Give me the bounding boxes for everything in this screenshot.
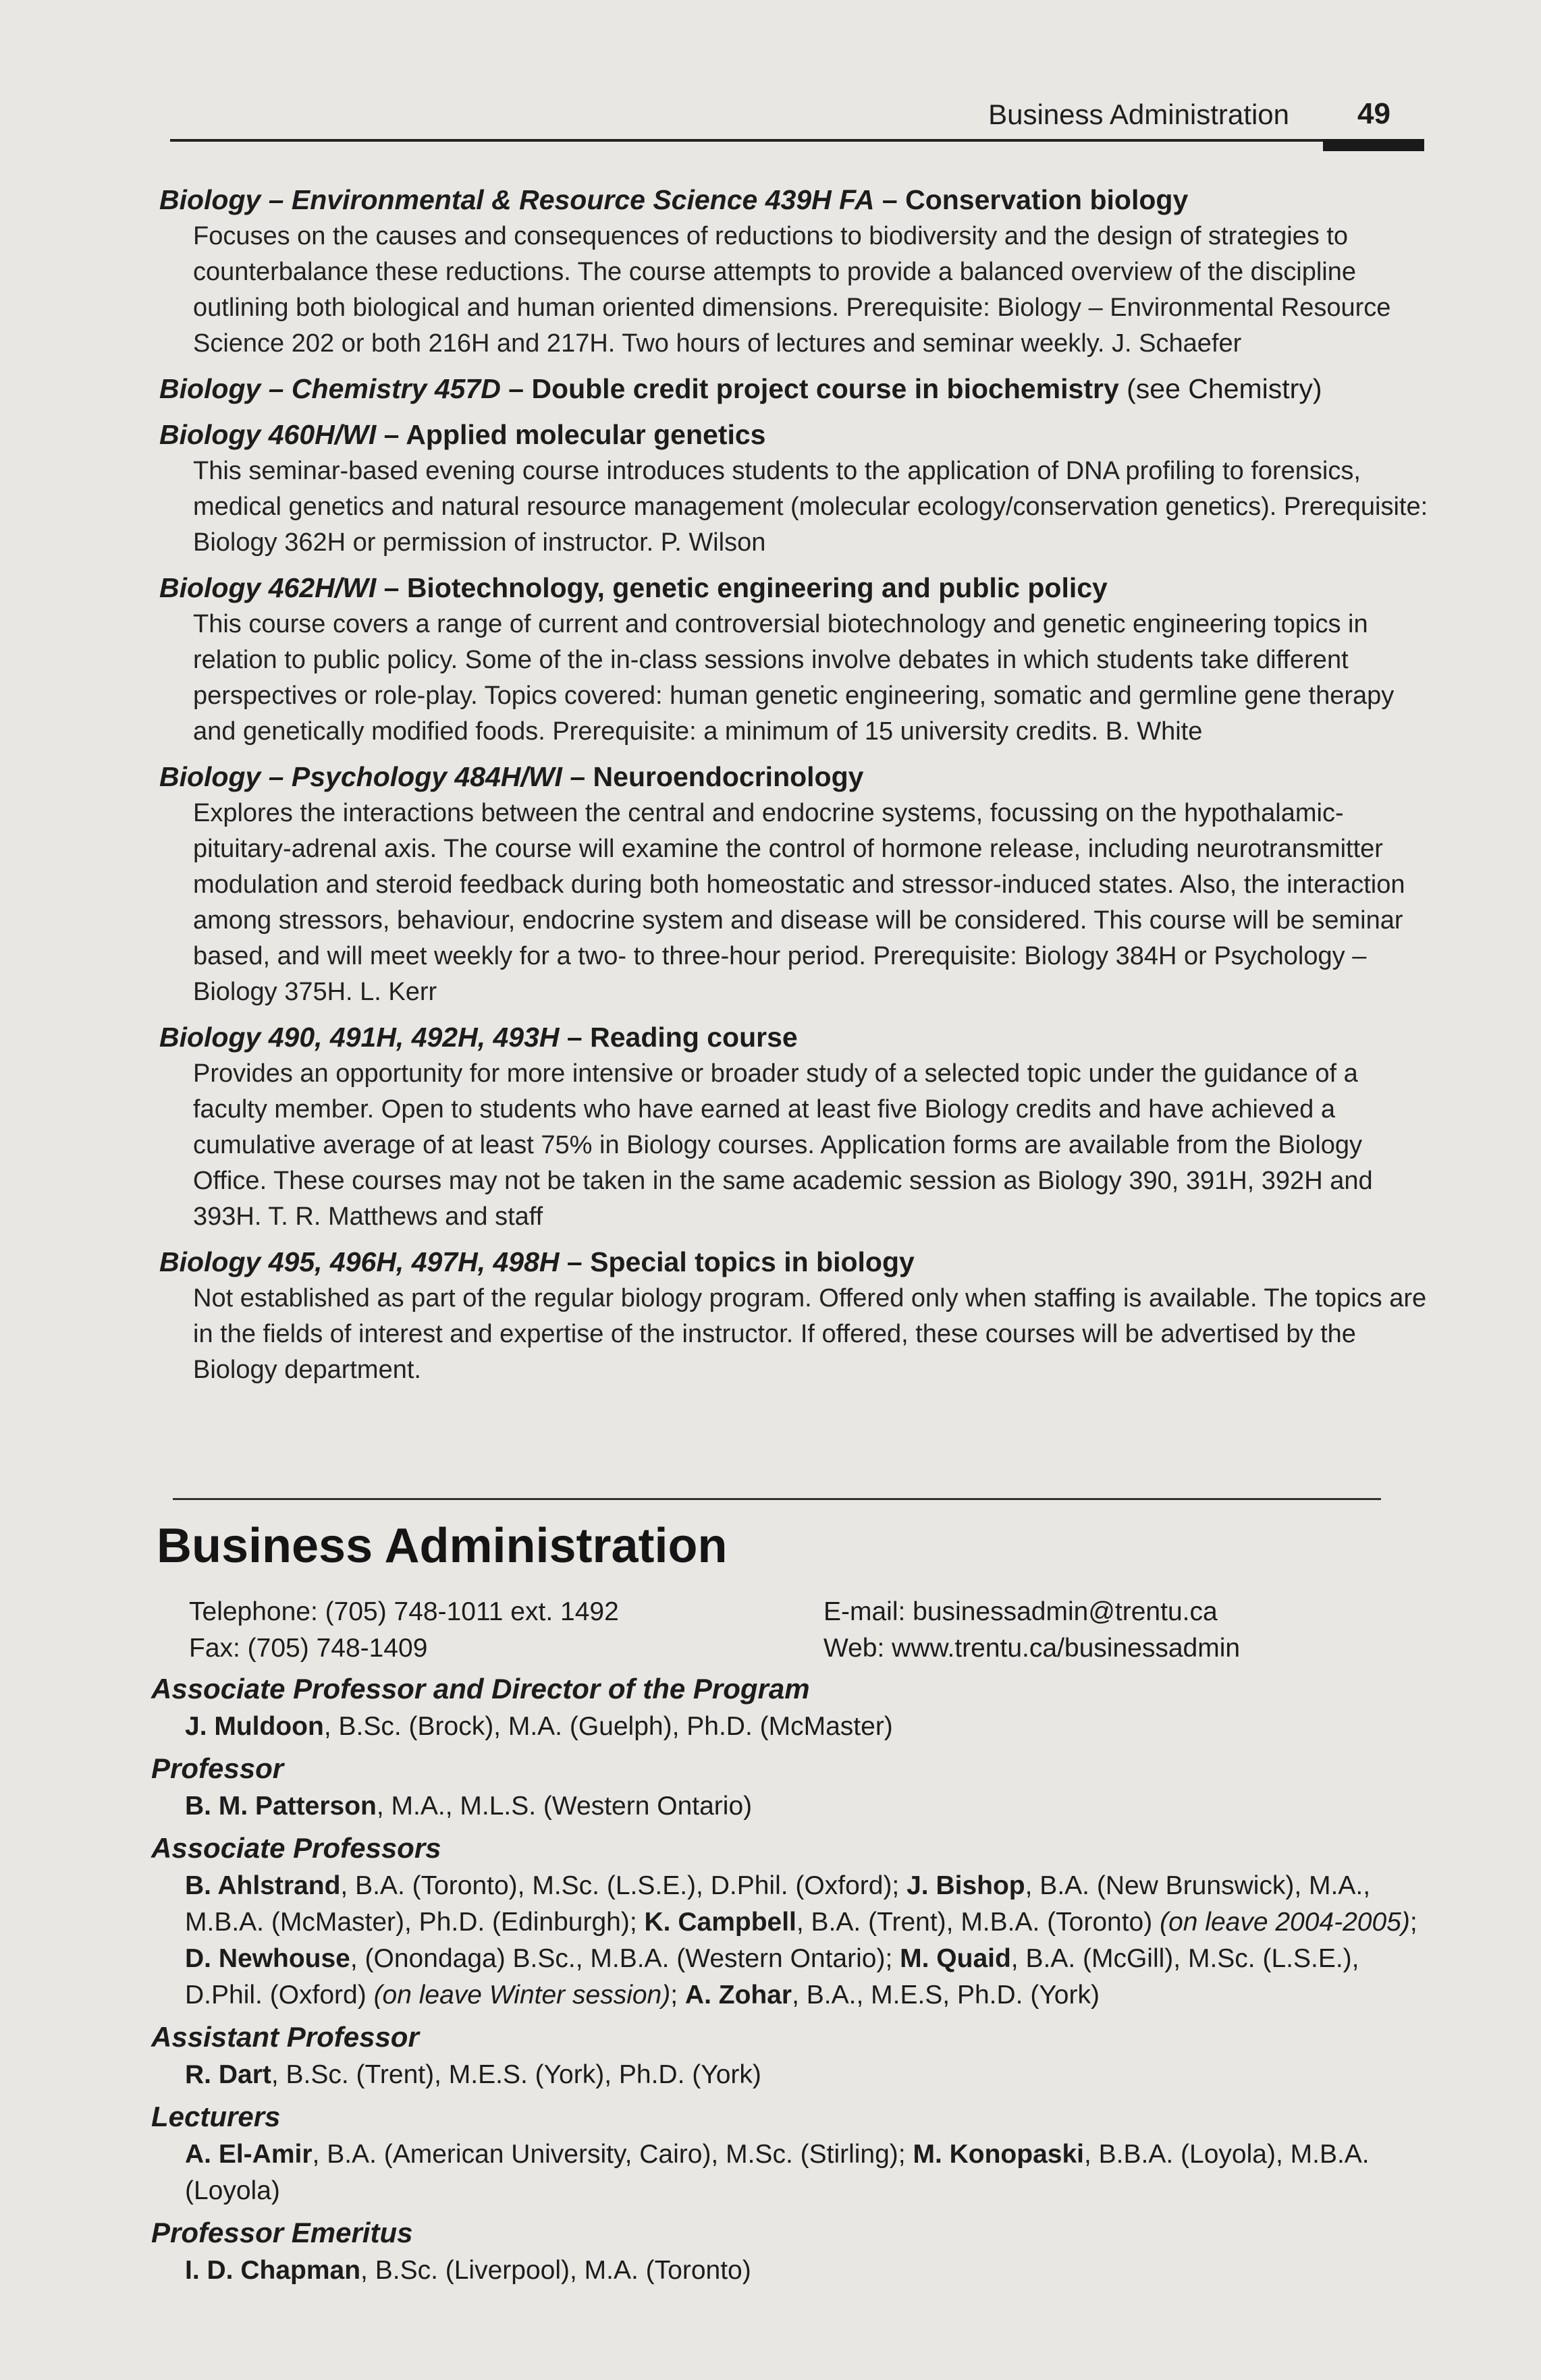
course-entry [159,758,1428,1010]
course-description: This seminar-based evening course introduces students to the application of DNA profiling to forensics, medical genetics and natural resource management (molecular ecology/conservation genetics). Prerequisite: Biology 362H or permission of instructor. P. Wilson [193,457,1428,557]
running-title: Business Administration [988,99,1289,130]
course-description: Provides an opportunity for more intensive or broader study of a selected topic under the guidance of a faculty member. Open to students who have earned at least five Biology credits and have achieved a cumulative average of at least 75% in Biology courses. Application forms are available from the Biology Office. These courses may not be taken in the same academic session as Biology 390, 391H, 392H and 393H. T. R. Matthews and staff [193,1059,1373,1231]
web-address: Web: www.trentu.ca/businessadmin [823,1634,1241,1663]
course-entry [159,181,1428,362]
faculty-name: A. Zohar [684,1981,792,2010]
faculty-credentials: , B.A. (Toronto), M.Sc. (L.S.E.), D.Phil. (Oxford); [340,1871,907,1900]
course-title: Neuroendocrinology [593,761,864,792]
separator: ; [670,1981,685,2010]
contact-phone-fax [189,1594,619,1667]
course-entry [159,416,1428,561]
section-divider [173,1498,1381,1500]
faculty-name: M. Konopaski [913,2140,1084,2169]
faculty-role: Associate Professors [151,1832,441,1864]
faculty-members [185,1868,1420,2014]
course-title: Special topics in biology [590,1246,915,1277]
faculty-name: A. El-Amir [185,2140,313,2169]
course-code: Biology – Environmental & Resource Science 439H FA [159,184,875,215]
course-description: Explores the interactions between the central and endocrine systems, focussing on the hypothalamic-pituitary-adrenal axis. The course will examine the control of hormone release, including neurotransmitter modulation and steroid feedback during both homeostatic and stressor-induced states. Also, the interaction among stressors, behaviour, endocrine system and disease will be considered. This course will be seminar based, and will meet weekly for a two- to three-hour period. Prerequisite: Biology 384H or Psychology – Biology 375H. L. Kerr [193,799,1405,1006]
course-heading: Biology – Psychology 484H/WI – Neuroendocrinology [159,761,864,792]
faculty-list [151,1669,1420,2293]
course-entry [159,1018,1428,1235]
course-heading: Biology – Chemistry 457D – Double credit project course in biochemistry (see Chemistry) [159,373,1322,404]
faculty-credentials: , B.Sc. (Brock), M.A. (Guelph), Ph.D. (McMaster) [323,1712,893,1741]
faculty-members [185,1788,1420,1825]
faculty-name: M. Quaid [900,1944,1011,1973]
contact-block [189,1594,1377,1668]
course-title: Reading course [590,1022,798,1053]
course-heading: Biology 462H/WI – Biotechnology, genetic engineering and public policy [159,572,1108,603]
course-list [159,181,1428,1396]
faculty-role: Lecturers [151,2101,281,2132]
faculty-name: J. Bishop [907,1871,1025,1900]
telephone: Telephone: (705) 748-1011 ext. 1492 [189,1597,619,1626]
course-heading: Biology 460H/WI – Applied molecular genetics [159,419,766,450]
course-heading: Biology 495, 496H, 497H, 498H – Special topics in biology [159,1246,915,1277]
course-heading: Biology – Environmental & Resource Science 439H FA – Conservation biology [159,184,1189,215]
course-code: Biology 460H/WI [159,419,377,450]
faculty-credentials: , B.Sc. (Liverpool), M.A. (Toronto) [360,2256,751,2285]
faculty-members [185,2252,1420,2289]
course-code: Biology 462H/WI [159,572,377,603]
faculty-credentials: , (Onondaga) B.Sc., M.B.A. (Western Ontario); [350,1944,900,1973]
email: E-mail: businessadmin@trentu.ca [823,1597,1218,1626]
course-code: Biology 490, 491H, 492H, 493H [159,1022,560,1053]
faculty-role: Assistant Professor [151,2021,419,2053]
course-entry [159,1243,1428,1388]
leave-note: (on leave Winter session) [373,1981,671,2010]
course-cross-reference: (see Chemistry) [1127,373,1322,404]
course-code: Biology 495, 496H, 497H, 498H [159,1246,560,1277]
faculty-credentials: , B.A. (American University, Cairo), M.Sc. (Stirling); [312,2140,913,2169]
course-heading: Biology 490, 491H, 492H, 493H – Reading course [159,1022,798,1053]
leave-note: (on leave 2004-2005) [1160,1908,1410,1937]
course-description: Not established as part of the regular biology program. Offered only when staffing is available. The topics are in the fields of interest and expertise of the instructor. If offered, these courses will be advertised by the Biology department. [193,1284,1427,1384]
faculty-name: B. M. Patterson [185,1792,377,1821]
faculty-members [185,2057,1420,2093]
course-title: Conservation biology [905,184,1189,215]
faculty-credentials: , B.B.A. (Loyola), M.B.A. (Loyola) [185,2140,1370,2205]
faculty-name: I. D. Chapman [185,2256,361,2285]
course-description: Focuses on the causes and consequences of reductions to biodiversity and the design of strategies to counterbalance these reductions. The course attempts to provide a balanced overview of the discipline outlining both biological and human oriented dimensions. Prerequisite: Biology – Environmental Resource Science 202 or both 216H and 217H. Two hours of lectures and seminar weekly. J. Schaefer [193,222,1391,358]
course-code: Biology – Chemistry 457D [159,373,501,404]
faculty-name: D. Newhouse [185,1944,350,1973]
faculty-role: Associate Professor and Director of the Program [151,1673,810,1705]
faculty-credentials: , B.A., M.E.S, Ph.D. (York) [792,1981,1100,2010]
page-header [170,93,1424,147]
faculty-credentials: , B.A. (New Brunswick), M.A., M.B.A. (McMaster), Ph.D. (Edinburgh); [185,1871,1371,1937]
fax: Fax: (705) 748-1409 [189,1634,428,1663]
faculty-credentials: , M.A., M.L.S. (Western Ontario) [376,1792,753,1821]
course-title: Double credit project course in biochemistry [531,373,1119,404]
header-tab-marker [1323,139,1424,151]
course-title: Biotechnology, genetic engineering and public policy [406,572,1108,603]
course-code: Biology – Psychology 484H/WI [159,761,562,792]
course-title: Applied molecular genetics [406,419,766,450]
course-entry [159,370,1428,408]
faculty-members [185,1709,1420,1745]
faculty-role: Professor [151,1752,284,1784]
course-description: This course covers a range of current and controversial biotechnology and genetic engineering topics in relation to public policy. Some of the in-class sessions involve debates in which students take different perspectives or role-play. Topics covered: human genetic engineering, somatic and germline gene therapy and genetically modified foods. Prerequisite: a minimum of 15 university credits. B. White [193,610,1395,746]
faculty-name: B. Ahlstrand [185,1871,341,1900]
separator: ; [1409,1908,1417,1937]
faculty-role: Professor Emeritus [151,2217,413,2248]
faculty-credentials: , B.A. (Trent), M.B.A. (Toronto) [796,1908,1160,1937]
faculty-members [185,2136,1420,2209]
page-number: 49 [1357,97,1390,130]
faculty-name: R. Dart [185,2060,271,2089]
section-title: Business Administration [157,1519,728,1573]
faculty-credentials: , B.A. (McGill), M.Sc. (L.S.E.), D.Phil. (Oxford) [185,1944,1359,2010]
faculty-name: K. Campbell [644,1908,796,1937]
contact-online [823,1594,1240,1667]
course-entry [159,569,1428,750]
faculty-credentials: , B.Sc. (Trent), M.E.S. (York), Ph.D. (York) [271,2060,761,2089]
faculty-name: J. Muldoon [185,1712,324,1741]
header-rule [170,139,1424,142]
